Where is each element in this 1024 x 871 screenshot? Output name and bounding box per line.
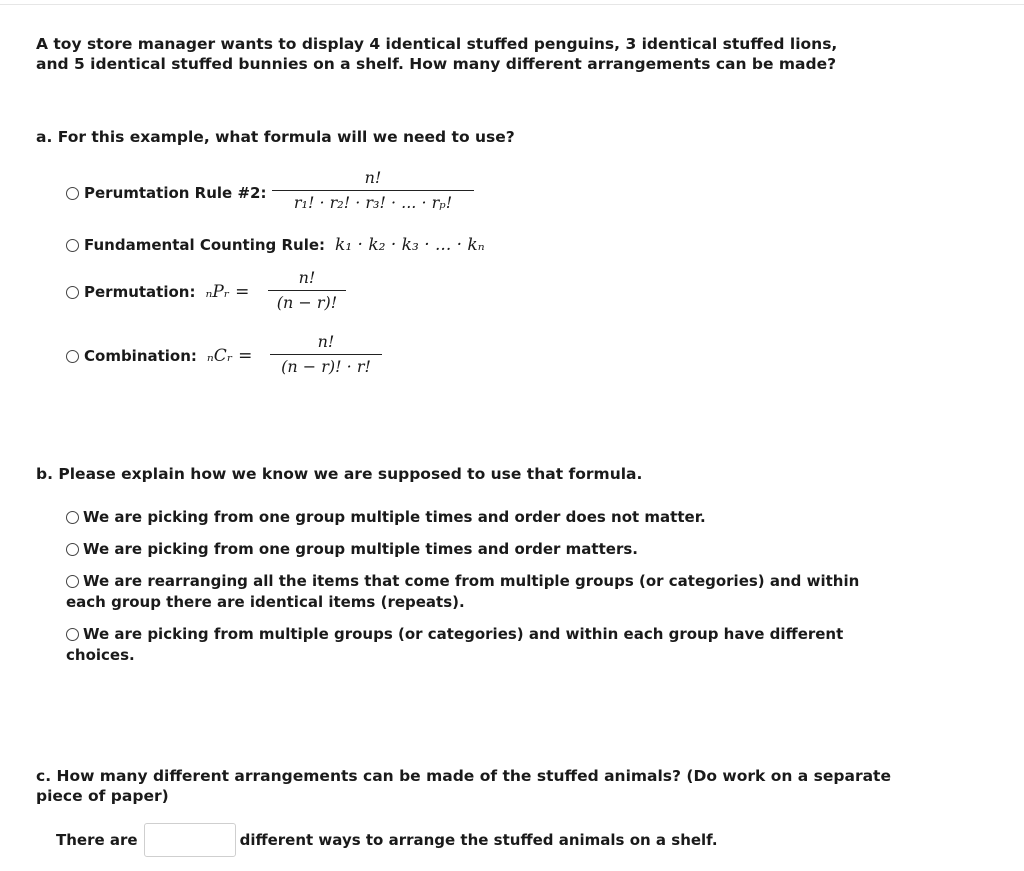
radio-button[interactable] [66,350,79,363]
radio-button[interactable] [66,187,79,200]
reason-option-3[interactable] [66,571,886,613]
permutation-lhs: ₙPᵣ = [205,282,250,302]
formula-permutation [268,266,346,315]
option-fundamental-counting-rule[interactable] [66,235,485,255]
answer-prefix: There are [56,831,138,849]
radio-button[interactable] [66,239,79,252]
part-a-question: a. For this example, what formula will we need to use? [36,128,515,146]
option-label: Perumtation Rule #2: [84,184,267,202]
option-combination[interactable] [66,346,252,366]
option-label: Permutation: [84,283,196,301]
denominator: r₁! · r₂! · r₃! · ... · rₚ! [293,193,453,212]
part-b-question: b. Please explain how we know we are supposed to use that formula. [36,465,643,483]
combination-lhs: ₙCᵣ = [206,346,253,366]
formula-permutation-rule-2 [272,166,474,215]
reason-text: We are picking from one group multiple times and order does not matter. [83,508,706,526]
reason-text: We are rearranging all the items that come from multiple groups (or categories) and within each group there are identical items (repeats). [66,572,860,611]
formula-fundamental-counting: k₁ · k₂ · k₃ · ... · kₙ [335,235,485,255]
option-permutation[interactable] [66,282,249,302]
formula-combination [270,330,382,379]
option-label: Fundamental Counting Rule: [84,236,326,254]
numerator: n! [298,268,316,287]
reason-option-2[interactable] [66,539,886,560]
problem-statement: A toy store manager wants to display 4 identical stuffed penguins, 3 identical stuffed lions, and 5 identical stuffed bunnies on a shelf. How many different arrangements can be made? [36,35,838,73]
radio-button[interactable] [66,543,79,556]
option-permutation-rule-2[interactable] [66,184,266,202]
answer-row [56,823,718,857]
reason-text: We are picking from multiple groups (or categories) and within each group have different choices. [66,625,844,664]
denominator: (n − r)! · r! [281,357,371,376]
answer-input[interactable] [144,823,236,857]
radio-button[interactable] [66,511,79,524]
numerator: n! [364,168,382,187]
radio-button[interactable] [66,628,79,641]
answer-suffix: different ways to arrange the stuffed animals on a shelf. [239,831,718,849]
option-label: Combination: [84,347,197,365]
reason-option-4[interactable] [66,624,886,666]
reason-text: We are picking from one group multiple times and order matters. [83,540,638,558]
part-c-question: c. How many different arrangements can be made of the stuffed animals? (Do work on a separate piece of paper) [36,767,891,805]
denominator: (n − r)! [276,293,338,312]
radio-button[interactable] [66,575,79,588]
radio-button[interactable] [66,286,79,299]
top-divider [0,4,1024,5]
numerator: n! [317,332,335,351]
reason-option-1[interactable] [66,507,886,528]
